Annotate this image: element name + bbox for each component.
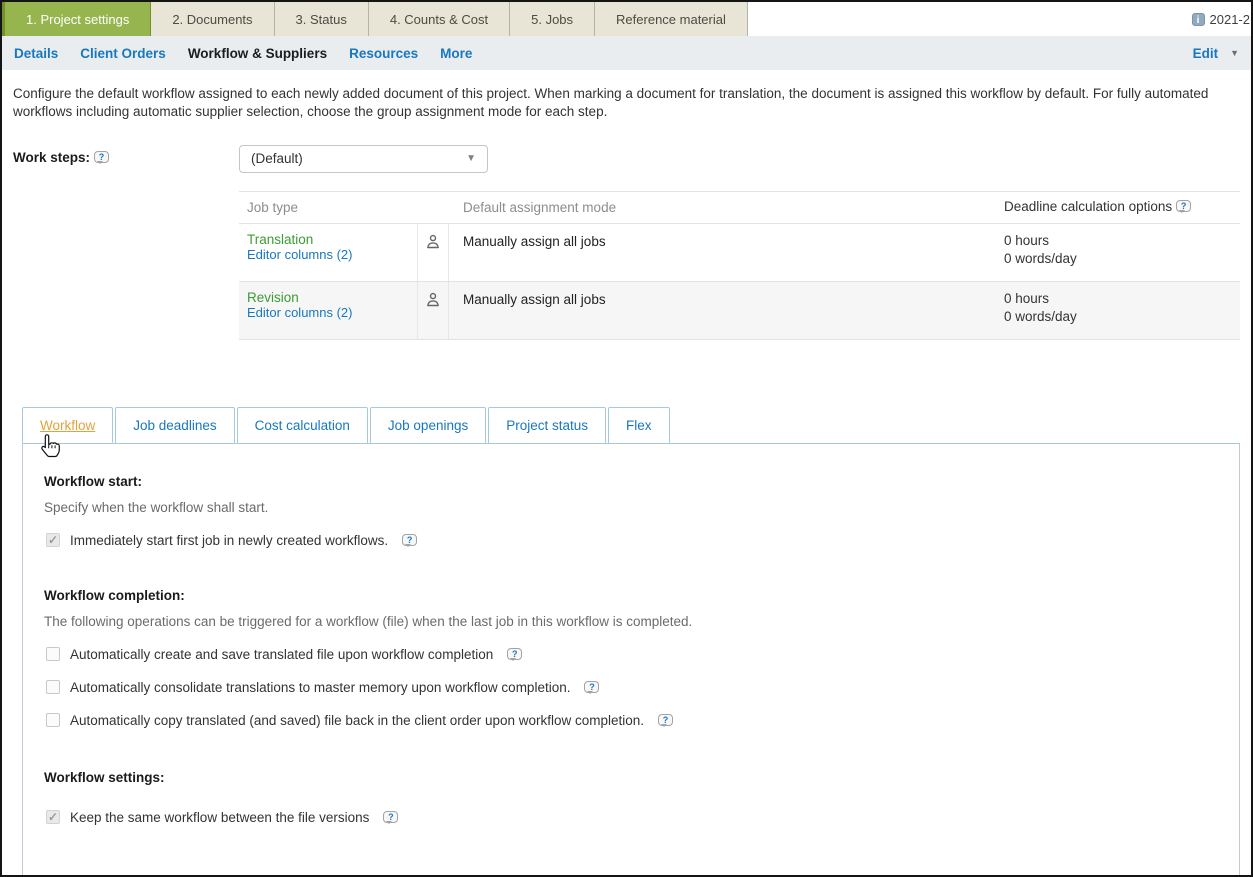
checkbox-row — [46, 810, 1219, 825]
checkbox-row — [46, 680, 1219, 695]
header-job-type: Job type — [247, 199, 299, 215]
header-deadline-text: Deadline calculation options — [1004, 199, 1173, 215]
help-icon[interactable]: ? — [584, 681, 599, 693]
workflow-tab-panel — [22, 444, 1240, 876]
subtab-workflow[interactable]: Workflow — [22, 407, 113, 443]
help-icon[interactable]: ? — [402, 534, 417, 546]
dropdown-arrow-icon: ▼ — [466, 153, 476, 165]
main-tab-bar — [2, 2, 1251, 36]
checkbox-row — [46, 533, 1219, 548]
job-table-header — [239, 191, 1240, 224]
job-table — [239, 191, 1240, 340]
intro-text: Configure the default workflow assigned to each newly added document of this project. When marking a document for translation, the document is assigned this workflow by default. For fully automated workflows including automatic supplier selection, choose the group assignment mode for each step. — [13, 86, 1209, 119]
subtab-cost-calculation[interactable]: Cost calculation — [237, 407, 368, 443]
deadline-value — [1000, 224, 1240, 281]
deadline-hours: 0 hours — [1004, 290, 1050, 306]
sub-tab-bar — [22, 407, 1240, 444]
subtab-job-deadlines[interactable]: Job deadlines — [115, 407, 234, 443]
person-icon — [425, 291, 441, 339]
checkbox-label: Automatically copy translated (and saved) file back in the client order upon workflow completion. — [70, 712, 645, 728]
deadline-words: 0 words/day — [1004, 308, 1077, 324]
assignment-mode-value: Manually assign all jobs — [463, 291, 606, 307]
header-assignment-mode: Default assignment mode — [463, 199, 617, 215]
header-deadline-options — [1000, 198, 1240, 216]
help-icon[interactable]: ? — [383, 811, 398, 823]
header-right — [1192, 2, 1251, 36]
table-row-revision — [239, 282, 1240, 340]
tab-status[interactable]: 3. Status — [275, 2, 369, 36]
checkbox-label: Automatically consolidate translations to master memory upon workflow completion. — [70, 679, 571, 695]
workflow-settings-title: Workflow settings: — [44, 769, 165, 785]
section-nav — [2, 36, 1251, 70]
dropdown-selected-value: (Default) — [251, 151, 303, 167]
work-steps-label — [13, 145, 239, 165]
checkbox-auto-copy-back[interactable] — [46, 713, 60, 727]
nav-workflow-suppliers[interactable]: Workflow & Suppliers — [187, 45, 328, 61]
help-icon[interactable]: ? — [507, 648, 522, 660]
header-icon-spacer — [417, 203, 449, 212]
job-type-label: Revision — [247, 289, 299, 305]
editor-columns-link[interactable]: Editor columns (2) — [247, 304, 353, 320]
help-icon[interactable]: ? — [94, 151, 109, 163]
checkbox-auto-consolidate[interactable] — [46, 680, 60, 694]
tab-reference-material[interactable]: Reference material — [595, 2, 748, 36]
deadline-words: 0 words/day — [1004, 250, 1077, 266]
tab-jobs[interactable]: 5. Jobs — [510, 2, 595, 36]
tab-project-settings[interactable]: 1. Project settings — [2, 2, 151, 36]
workflow-completion-desc: The following operations can be triggered for a workflow (file) when the last job in this workflow is completed. — [44, 613, 693, 629]
help-icon[interactable]: ? — [1176, 200, 1191, 212]
info-icon[interactable]: i — [1192, 13, 1205, 26]
tab-counts-cost[interactable]: 4. Counts & Cost — [369, 2, 510, 36]
checkbox-label: Keep the same workflow between the file versions — [70, 809, 370, 825]
subtab-job-openings[interactable]: Job openings — [370, 407, 486, 443]
nav-client-orders[interactable]: Client Orders — [80, 45, 166, 61]
editor-columns-link[interactable]: Editor columns (2) — [247, 246, 353, 262]
edit-button[interactable]: Edit — [1192, 45, 1219, 61]
subtab-project-status[interactable]: Project status — [488, 407, 606, 443]
work-steps-label-text: Work steps: — [13, 149, 91, 165]
nav-details[interactable]: Details — [14, 45, 59, 61]
nav-more[interactable]: More — [440, 45, 473, 61]
project-date: 2021-2 — [1209, 11, 1250, 27]
content-area — [2, 85, 1251, 876]
checkbox-label: Immediately start first job in newly created workflows. — [70, 532, 389, 548]
checkbox-row — [46, 647, 1219, 662]
checkbox-label: Automatically create and save translated file upon workflow completion — [70, 646, 494, 662]
job-type-label: Translation — [247, 231, 314, 247]
deadline-hours: 0 hours — [1004, 232, 1050, 248]
assignment-mode-value: Manually assign all jobs — [463, 233, 606, 249]
help-icon[interactable]: ? — [658, 714, 673, 726]
chevron-down-icon[interactable]: ▼ — [1230, 48, 1239, 58]
checkbox-auto-create-save[interactable] — [46, 647, 60, 661]
workflow-start-desc: Specify when the workflow shall start. — [44, 499, 269, 515]
nav-resources[interactable]: Resources — [349, 45, 419, 61]
checkbox-row — [46, 713, 1219, 728]
person-icon — [425, 233, 441, 281]
checkbox-immediately-start — [46, 533, 60, 547]
checkbox-keep-same-workflow — [46, 810, 60, 824]
deadline-value — [1000, 282, 1240, 339]
workflow-start-title: Workflow start: — [44, 473, 143, 489]
workflow-completion-title: Workflow completion: — [44, 587, 185, 603]
work-steps-dropdown[interactable] — [239, 145, 488, 173]
tab-documents[interactable]: 2. Documents — [151, 2, 274, 36]
subtab-flex[interactable]: Flex — [608, 407, 670, 443]
table-row-translation — [239, 224, 1240, 282]
work-steps-row — [13, 145, 1240, 173]
